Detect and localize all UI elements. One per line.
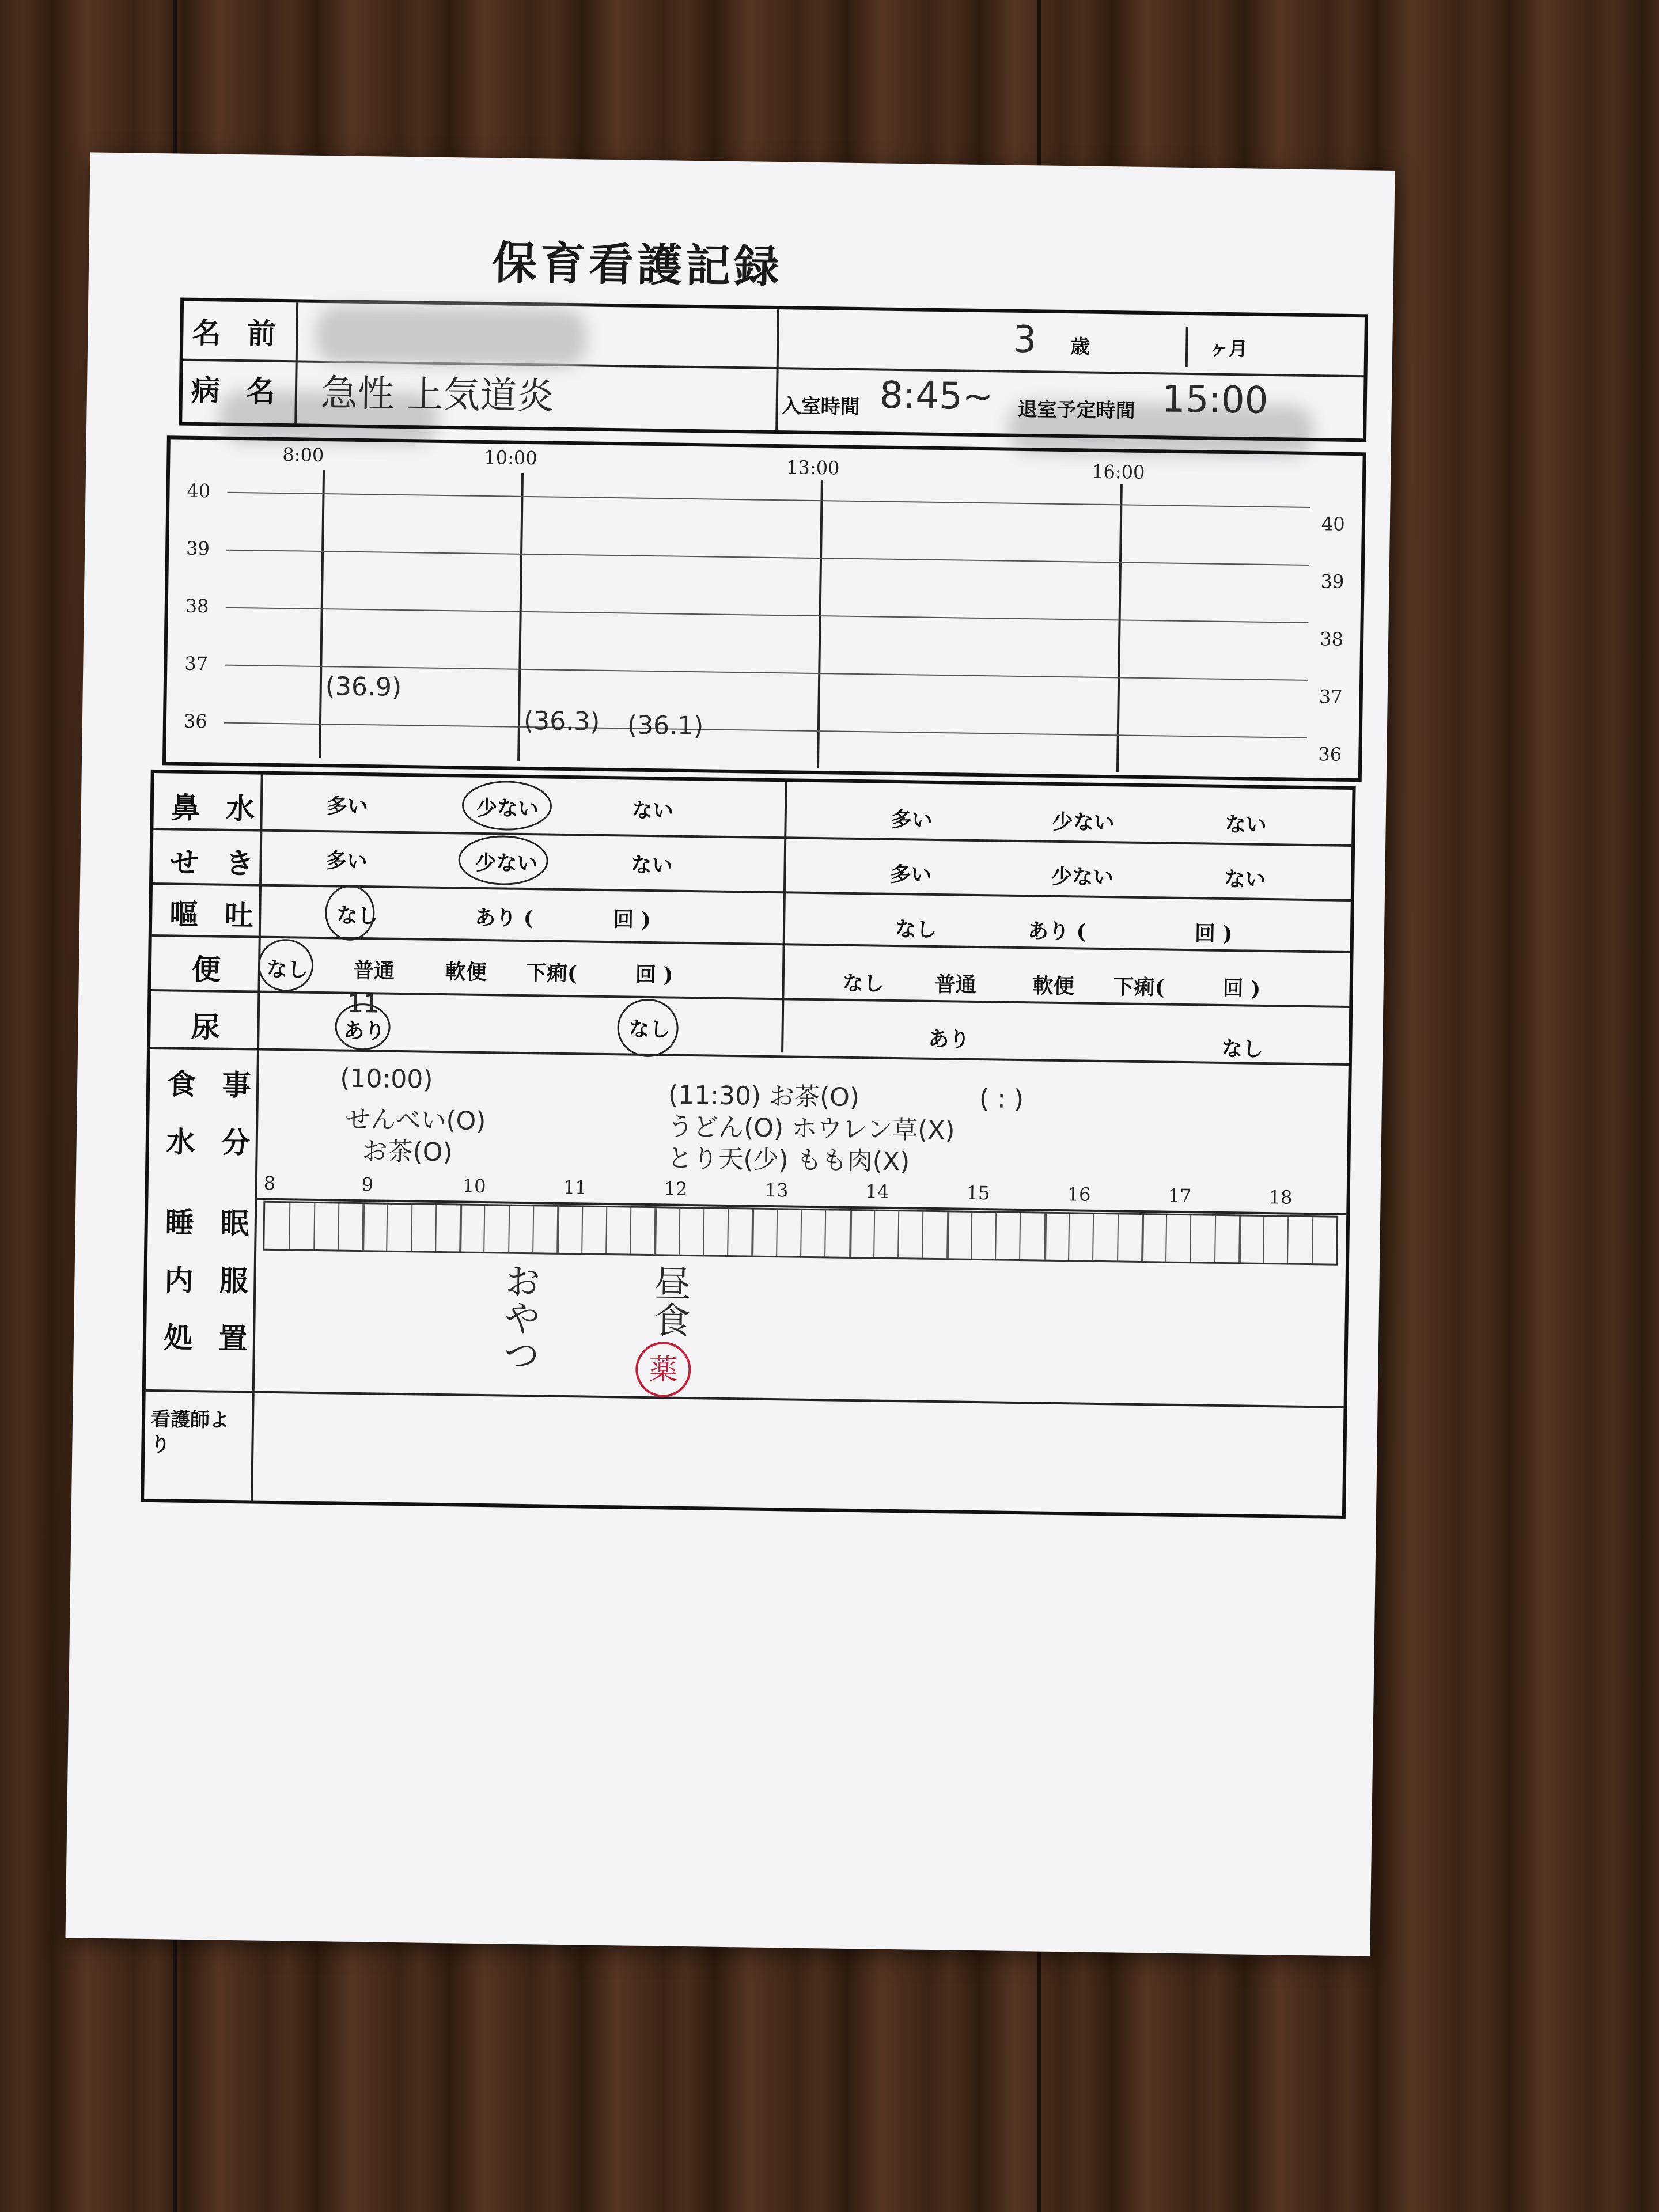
sleep-grid-cell-line <box>338 1204 339 1250</box>
sleep-grid-cell-line <box>313 1203 315 1249</box>
exit-time-label: 退室予定時間 <box>1017 397 1135 423</box>
time-divider <box>817 480 823 768</box>
hour-label: 8 <box>263 1172 276 1194</box>
age-months-unit: ヶ月 <box>1208 337 1248 361</box>
sleep-grid-cell-line <box>556 1207 559 1253</box>
row-label-cough: せ き <box>170 845 263 881</box>
sleep-grid-cell-line <box>1044 1214 1047 1260</box>
hour-label: 17 <box>1168 1184 1192 1207</box>
sleep-grid-cell-line <box>289 1203 290 1249</box>
sleep-grid-cell-line <box>897 1211 899 1257</box>
scale-left: 36 <box>183 710 207 733</box>
time-label: 13:00 <box>786 456 840 479</box>
option: なし <box>1221 1036 1264 1062</box>
age-years-unit: 歳 <box>1070 335 1090 359</box>
redacted-name <box>316 306 587 368</box>
row-label-stool: 便 <box>191 952 229 987</box>
row-label-nurse: 看護師より <box>150 1408 230 1457</box>
option-selected: なし <box>336 903 378 929</box>
option: 少ない <box>1052 809 1115 835</box>
grid-line <box>226 550 1309 566</box>
scale-right: 38 <box>1319 628 1344 650</box>
sleep-grid-cell-line <box>752 1210 755 1256</box>
sleep-grid-cell-line <box>435 1205 437 1251</box>
row-label-urine: 尿 <box>191 1009 228 1044</box>
option: なし <box>895 916 937 942</box>
row-label-meal: 食 事 <box>166 1067 259 1103</box>
scale-right: 39 <box>1320 570 1344 593</box>
sleep-grid-cell-line <box>873 1211 875 1257</box>
sleep-grid-cell-line <box>727 1209 729 1255</box>
option-selected: あり <box>343 1018 385 1044</box>
meal-note: (10:00) <box>339 1063 433 1094</box>
scale-right: 40 <box>1321 513 1345 535</box>
time-divider <box>1116 484 1123 772</box>
meal-note: とり天(少) もも肉(X) <box>667 1143 910 1177</box>
sleep-grid-cell-line <box>484 1206 486 1252</box>
age-years: 3 <box>1012 318 1037 362</box>
option: 下痢( <box>1113 975 1165 1000</box>
sleep-grid-cell-line <box>581 1207 583 1253</box>
option: ない <box>1225 812 1267 837</box>
sleep-grid-cell-line <box>1020 1213 1021 1259</box>
option-selected: 少ない <box>475 850 538 876</box>
scale-left: 37 <box>184 652 209 675</box>
option: 多い <box>325 849 368 874</box>
temp-reading: (36.3) <box>523 706 600 737</box>
option: 普通 <box>934 972 977 997</box>
option: 普通 <box>353 958 395 983</box>
divider <box>294 302 298 423</box>
disease-label: 病 名 <box>191 373 283 409</box>
hour-label: 14 <box>865 1180 889 1203</box>
medicine-note: 昼食 <box>647 1264 691 1339</box>
sleep-grid-cell-line <box>971 1213 972 1259</box>
row-label-fluid: 水 分 <box>166 1124 259 1160</box>
selection-circle <box>325 885 375 941</box>
option-selected: なし <box>266 957 309 982</box>
sleep-grid-cell-line <box>1312 1217 1313 1263</box>
scale-right: 37 <box>1319 685 1343 708</box>
entry-time-label: 入室時間 <box>781 395 860 419</box>
option: 軟便 <box>1032 974 1075 999</box>
option: あり ( <box>1027 919 1086 944</box>
nursing-record-sheet <box>65 152 1395 1956</box>
row-label-vomit: 嘔 吐 <box>169 897 262 933</box>
disease-value: 急性 上気道炎 <box>320 372 554 418</box>
page-title: 保育看護記録 <box>491 237 783 294</box>
option: ない <box>631 853 673 878</box>
time-divider <box>319 470 325 758</box>
grid-line <box>226 607 1309 623</box>
sleep-grid-cell-line <box>1263 1217 1264 1263</box>
hour-label: 9 <box>361 1173 374 1196</box>
sleep-grid-cell-line <box>995 1213 997 1259</box>
sleep-grid-cell-line <box>1190 1215 1191 1262</box>
hour-label: 18 <box>1268 1186 1293 1209</box>
time-label: 16:00 <box>1091 460 1145 483</box>
sleep-grid-cell-line <box>459 1205 462 1251</box>
option: ない <box>631 798 674 823</box>
meal-note: (11:30) お茶(O) <box>668 1080 860 1113</box>
option: 回 ) <box>1194 921 1233 946</box>
scale-right: 36 <box>1318 743 1342 766</box>
option: なし <box>842 971 885 996</box>
sleep-grid-cell-line <box>1165 1215 1167 1262</box>
divider <box>151 989 1349 1008</box>
selection-circle <box>257 939 313 992</box>
option: 回 ) <box>612 907 652 933</box>
hour-label: 13 <box>764 1179 789 1202</box>
sleep-grid-cell-line <box>605 1207 607 1253</box>
temp-reading: (36.9) <box>325 672 402 702</box>
sleep-grid-cell-line <box>946 1212 949 1258</box>
sleep-grid-cell-line <box>1287 1217 1289 1263</box>
divider <box>781 782 787 1052</box>
exit-time-value: 15:00 <box>1161 378 1268 422</box>
option: 多い <box>890 862 932 887</box>
sleep-grid-cell-line <box>922 1212 923 1258</box>
time-divider <box>517 473 524 761</box>
sleep-grid-cell-line <box>703 1209 704 1255</box>
divider <box>152 934 1350 953</box>
sleep-grid-cell-line <box>824 1210 826 1256</box>
selection-circle <box>458 835 548 885</box>
option: ない <box>1224 866 1266 892</box>
observation-table <box>141 770 1356 1519</box>
hour-label: 10 <box>462 1175 486 1198</box>
option: あり ( <box>474 905 534 931</box>
sleep-grid-cell-line <box>362 1204 365 1250</box>
sleep-grid-cell-line <box>1068 1214 1070 1260</box>
time-label: 8:00 <box>282 444 324 467</box>
header-frame <box>179 298 1368 442</box>
entry-time-value: 8:45~ <box>879 374 994 419</box>
option: 回 ) <box>635 962 673 987</box>
sleep-grid-cell-line <box>1238 1216 1241 1262</box>
sleep-grid-cell-line <box>387 1205 388 1251</box>
hour-label: 15 <box>966 1181 990 1205</box>
sleep-grid-cell-line <box>1092 1214 1094 1260</box>
option: 下痢( <box>525 961 578 986</box>
temperature-chart <box>162 435 1366 782</box>
sleep-grid-cell-line <box>630 1208 631 1254</box>
divider <box>146 1389 1344 1408</box>
divider <box>1185 327 1188 367</box>
hour-label: 12 <box>664 1177 688 1200</box>
hour-label: 16 <box>1067 1183 1091 1206</box>
row-label-treatment: 処 置 <box>163 1320 256 1356</box>
selection-circle <box>461 780 552 831</box>
sleep-grid-cell-line <box>800 1210 802 1256</box>
sleep-grid-cell-line <box>849 1211 852 1257</box>
grid-line <box>224 722 1307 738</box>
scale-left: 39 <box>185 537 210 560</box>
row-label-nasal: 鼻 水 <box>171 790 263 826</box>
sleep-grid-cell-line <box>654 1208 657 1254</box>
medicine-stamp: 薬 <box>635 1342 691 1397</box>
divider <box>775 309 779 430</box>
option: 回 ) <box>1222 976 1261 1001</box>
selection-circle <box>617 998 679 1057</box>
option-selected: 少ない <box>476 796 539 821</box>
sleep-grid-cell-line <box>411 1205 412 1251</box>
sleep-grid-cell-line <box>1214 1216 1216 1262</box>
meal-note: ( : ) <box>979 1084 1024 1115</box>
option-selected: なし <box>628 1017 671 1042</box>
sleep-grid-cell-line <box>1141 1215 1144 1261</box>
sleep-grid-cell-line <box>1117 1214 1119 1260</box>
sleep-grid-cell-line <box>776 1210 778 1256</box>
option: 多い <box>891 807 933 832</box>
option: あり <box>928 1027 970 1052</box>
sleep-grid-cell-line <box>679 1209 680 1255</box>
sleep-grid-cell-line <box>532 1206 534 1252</box>
row-label-sleep: 睡 眠 <box>165 1205 257 1241</box>
name-label: 名 前 <box>191 315 285 351</box>
grid-line <box>228 492 1310 508</box>
scale-left: 40 <box>187 479 211 502</box>
temp-reading: (36.1) <box>627 710 704 741</box>
option: 軟便 <box>445 960 487 985</box>
option: 少ない <box>1051 864 1114 890</box>
meal-note: お茶(O) <box>362 1137 453 1168</box>
medicine-note: おやつ <box>497 1262 541 1373</box>
hour-label: 11 <box>563 1176 587 1199</box>
meal-note: せんべい(O) <box>344 1104 486 1137</box>
divider <box>150 1047 1349 1066</box>
urine-count: 11 <box>346 988 380 1019</box>
time-label: 10:00 <box>484 446 537 469</box>
row-label-medicine: 内 服 <box>164 1263 257 1298</box>
divider <box>153 828 1351 847</box>
meal-note: うどん(O) ホウレン草(X) <box>667 1112 955 1146</box>
scale-left: 38 <box>185 594 209 618</box>
sleep-grid-cell-line <box>508 1206 510 1252</box>
option: 多い <box>326 794 369 819</box>
